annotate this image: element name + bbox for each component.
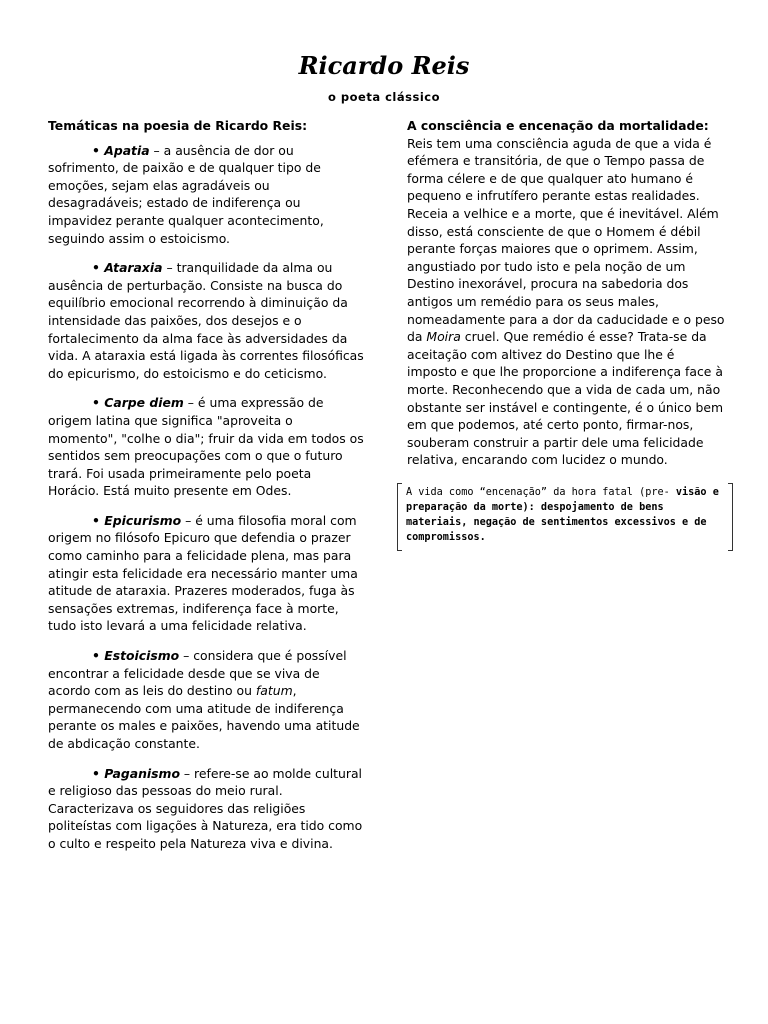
theme-text: – é uma filosofia moral com origem no filósofo Epicuro que defendia o prazer como caminho para a felicidade plena, mas para atingir esta felicidade era necessário manter uma atitude de ataraxia. Prazeres moderados, fuga às sensações extremas, indiferença face à morte, tudo isto levará a uma felicidade relativa. [48, 512, 358, 634]
note-box [397, 483, 733, 551]
mortality-text-continued: cruel. Que remédio é esse? Trata-se da aceitação com altivez do Destino que lhe é imposto e que lhe proporcione a indiferença face à morte. Reconhecendo que a vida de cada um, não obstante ser instável e contingente, é o único bem em que podemos, até certo ponto, firmar-nos, souberam construir a partir dele uma felicidade relativa, encarando com lucidez o mundo. [407, 329, 724, 468]
theme-epicurismo [48, 512, 364, 635]
left-column [48, 117, 364, 865]
theme-text: – considera que é possível encontrar a felicidade desde que se viva de acordo com as leis do destino ou [48, 648, 347, 699]
mortality-heading: A consciência e encenação da mortalidade: [407, 118, 709, 133]
theme-term: Paganismo [104, 765, 180, 781]
theme-emphasis: fatum [255, 683, 293, 699]
note-first-line: A vida como “encenação” da hora fatal (pre- [406, 486, 670, 498]
theme-apatia [48, 142, 364, 248]
bullet-icon: • [92, 395, 105, 411]
theme-text: – tranquilidade da alma ou ausência de perturbação. Consiste na busca do equilíbrio emocional recorrendo à diminuição da intensidade das paixões, dos desejos e o fortalecimento da alma face às adversidades da vida. A ataraxia está ligada às correntes filosóficas do epicurismo, do estoicismo e do ceticismo. [48, 260, 364, 381]
theme-carpe-diem [48, 394, 364, 500]
theme-term: Epicurismo [104, 512, 182, 528]
theme-term: Carpe diem [104, 395, 184, 411]
note-rest: visão e preparação da morte): despojamento de bens materiais, negação de sentimentos excessivos e de compromissos. [406, 486, 719, 543]
theme-text-continued: , permanecendo com uma atitude de indiferença perante os males e paixões, havendo uma atitude de abdicação constante. [48, 683, 360, 751]
theme-text: – é uma expressão de origem latina que significa "aproveita o momento", "colhe o dia"; fruir da vida em todos os sentidos sem preocupações com o que o futuro trará. Foi usada primeiramente pelo poeta Horácio. Está muito presente em Odes. [48, 395, 364, 499]
mortality-text: Reis tem uma consciência aguda de que a vida é efémera e transitória, de que o Tempo passa de forma célere e de que qualquer ato humano é pequeno e infrutífero perante estas realidades. Receia a velhice e a morte, que é inevitável. Além disso, está consciente de que o Homem é débil perante forças maiores que o oprimem. Assim, angustiado por tudo isto e pela noção de um Destino inexorável, procura na sabedoria dos antigos um remédio para os seus males, nomeadamente para a dor da caducidade e o peso da [407, 135, 725, 345]
theme-ataraxia [48, 259, 364, 382]
bullet-icon: • [92, 260, 105, 276]
mortality-emphasis: Moira [426, 329, 461, 345]
bullet-icon: • [92, 142, 105, 158]
theme-term: Apatia [104, 142, 150, 158]
page-subtitle: o poeta clássico [328, 90, 440, 104]
right-column [407, 117, 725, 551]
theme-estoicismo [48, 647, 364, 753]
theme-term: Estoicismo [104, 648, 180, 664]
bullet-icon: • [92, 512, 105, 528]
theme-text: – a ausência de dor ou sofrimento, de paixão e de qualquer tipo de emoções, sejam elas agradáveis ou desagradáveis; estado de indiferença ou impavidez perante qualquer acontecimento, seguindo assim o estoicismo. [48, 142, 324, 246]
page-title: Ricardo Reis [298, 51, 470, 80]
bullet-icon: • [92, 648, 105, 664]
mortality-paragraph [407, 135, 725, 469]
theme-term: Ataraxia [104, 260, 163, 276]
theme-paganismo [48, 765, 364, 853]
themes-heading: Temáticas na poesia de Ricardo Reis: [48, 118, 308, 133]
bullet-icon: • [92, 765, 105, 781]
theme-text: – refere-se ao molde cultural e religioso das pessoas do meio rural. Caracterizava os seguidores das religiões politeístas com ligações à Natureza, era tido como o culto e respeito pela Natureza viva e divina. [48, 765, 363, 851]
